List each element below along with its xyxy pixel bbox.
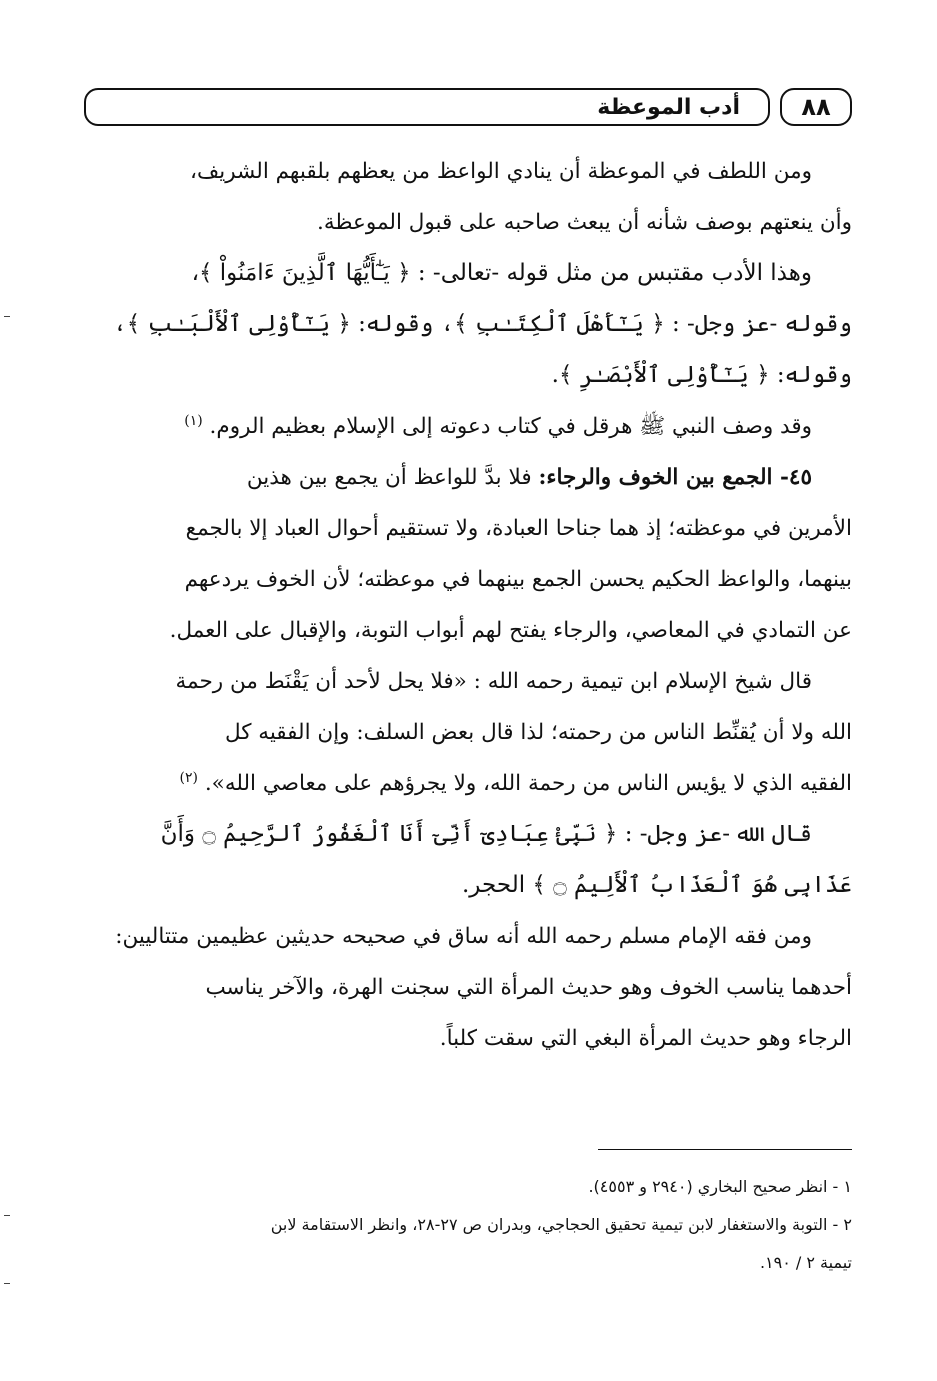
scan-margin-mark xyxy=(4,1215,10,1216)
scan-margin-mark xyxy=(4,1283,10,1284)
text-line: عن التمادي في المعاصي، والرجاء يفتح لهم أبواب التوبة، والإقبال على العمل. xyxy=(169,618,852,643)
text-line: الأمرين في موعظته؛ إذ هما جناحا العبادة، ولا تستقيم أحوال العباد إلا بالجمع xyxy=(185,516,852,541)
text-line: بينهما، والواعظ الحكيم يحسن الجمع بينهما في موعظته؛ لأن الخوف يردعهم xyxy=(184,567,852,592)
text-line xyxy=(84,758,852,809)
text-line: قال الله -عز وجل- : ﴿ نَبِّئْ عِبَادِىٓ أَنِّىٓ أَنَا ٱلْغَفُورُ ٱلرَّحِيمُ ۝ وَأَنَّ xyxy=(160,821,812,847)
text-line: أحدهما يناسب الخوف وهو حديث المرأة التي سجنت الهرة، والآخر يناسب xyxy=(205,975,852,1000)
section-heading: ٤٥- الجمع بين الخوف والرجاء: xyxy=(538,465,812,490)
text-line: ومن فقه الإمام مسلم رحمه الله أنه ساق في صحيحه حديثين عظيمين متتاليين: xyxy=(115,924,812,949)
text-line: الله ولا أن يُقنِّط الناس من رحمته؛ لذا قال بعض السلف: وإن الفقيه كل xyxy=(224,720,852,745)
page-header xyxy=(84,88,852,128)
text-line: عَذَابِى هُوَ ٱلْعَذَابُ ٱلْأَلِيمُ ۝ ﴾ الحجر. xyxy=(462,872,852,898)
footnote-ref: (١) xyxy=(184,412,203,429)
text-run: وقد وصف النبي ﷺ هرقل في كتاب دعوته إلى الإسلام بعظيم الروم. xyxy=(209,414,812,439)
text-run: فلا بدَّ للواعظ أن يجمع بين هذين xyxy=(246,465,532,490)
page-number: ٨٨ xyxy=(780,88,852,126)
text-run: الفقيه الذي لا يؤيس الناس من رحمة الله، ولا يجرؤهم على معاصي الله». xyxy=(204,771,852,796)
footnote-divider xyxy=(598,1149,852,1150)
text-line: ومن اللطف في الموعظة أن ينادي الواعظ من يعظهم بلقبهم الشريف، xyxy=(190,159,812,184)
running-title: أدب الموعظة xyxy=(84,88,770,126)
footnote: ٢ - التوبة والاستغفار لابن تيمية تحقيق الحجاجي، وبدران ص ٢٧-٢٨، وانظر الاستقامة لابن xyxy=(270,1215,852,1234)
text-line: الرجاء وهو حديث المرأة البغي التي سقت كلباً. xyxy=(439,1026,852,1051)
footnote: تيمية ٢ / ١٩٠. xyxy=(759,1253,852,1272)
page-body xyxy=(84,146,852,1064)
footnote: ١ - انظر صحيح البخاري (٢٩٤٠ و ٤٥٥٣). xyxy=(588,1177,852,1196)
text-line: قال شيخ الإسلام ابن تيمية رحمه الله : «فلا يحل لأحد أن يَقْنَط من رحمة xyxy=(175,669,812,694)
text-line: وأن ينعتهم بوصف شأنه أن يبعث صاحبه على قبول الموعظة. xyxy=(317,210,852,235)
text-line: وقوله -عز وجل- : ﴿ يَـٰٓأَهْلَ ٱلْكِتَـٰبِ ﴾، وقوله: ﴿ يَـٰٓأُوْلِى ٱلْأَلْبَـٰبِ ﴾، xyxy=(113,311,852,337)
text-line xyxy=(84,401,852,452)
footnotes xyxy=(84,1168,852,1282)
footnote-ref: (٢) xyxy=(179,769,198,786)
text-line: وهذا الأدب مقتبس من مثل قوله -تعالى- : ﴿ يَـٰٓأَيُّهَا ٱلَّذِينَ ءَامَنُواْ ﴾، xyxy=(191,260,812,286)
text-line: وقوله: ﴿ يَـٰٓأُوْلِى ٱلْأَبْصَـٰرِ ﴾. xyxy=(551,362,852,388)
text-line xyxy=(84,452,852,503)
scan-margin-mark xyxy=(4,316,10,317)
